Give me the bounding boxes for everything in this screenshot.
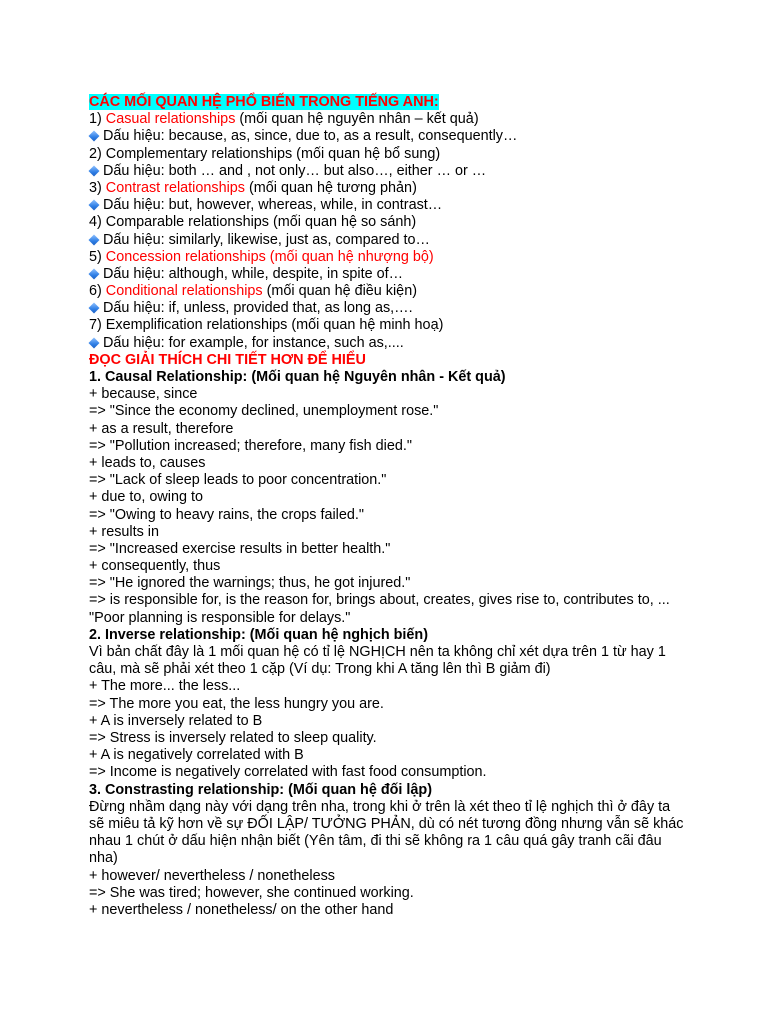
signal-words: Dấu hiệu: both … and , not only… but also…, either … or …: [103, 162, 487, 179]
signal-words: Dấu hiệu: if, unless, provided that, as long as,….: [103, 300, 413, 317]
diamond-bullet-icon: [88, 268, 99, 279]
section-3-body: [89, 868, 689, 920]
document-title: CÁC MỐI QUAN HỆ PHỔ BIẾN TRONG TIẾNG ANH:: [89, 94, 439, 110]
signal-words: Dấu hiệu: for example, for instance, such as,....: [103, 334, 404, 351]
list-number: 6): [89, 283, 102, 300]
list-item: [89, 146, 689, 163]
relationship-name: Contrast relationships: [105, 179, 245, 196]
body-line: + nevertheless / nonetheless/ on the other hand: [89, 901, 394, 918]
relationship-desc: (mối quan hệ tương phản): [244, 179, 417, 196]
list-item: [89, 317, 689, 334]
relationship-name: Concession relationships (mối quan hệ nhượng bộ): [105, 248, 434, 265]
signal-line: [89, 300, 689, 317]
body-line: => "Since the economy declined, unemployment rose.": [89, 403, 439, 420]
list-number: 7): [89, 317, 102, 334]
relationship-desc: (mối quan hệ điều kiện): [262, 283, 417, 300]
section-2-intro: Vì bản chất đây là 1 mối quan hệ có tỉ lệ NGHỊCH nên ta không chỉ xét dựa trên 1 từ hay 1 câu, mà sẽ phải xét theo 1 cặp (Ví dụ: Trong khi A tăng lên thì B giảm đi): [89, 644, 666, 678]
signal-line: [89, 335, 689, 352]
list-item: [89, 111, 689, 128]
body-line: + because, since: [89, 386, 198, 403]
list-item: [89, 214, 689, 231]
body-line: + however/ nevertheless / nonetheless: [89, 867, 335, 884]
body-line: => Stress is inversely related to sleep quality.: [89, 729, 377, 746]
diamond-bullet-icon: [88, 131, 99, 142]
relationship-name: Exemplification relationships: [105, 317, 288, 334]
body-line: => "Pollution increased; therefore, many fish died.": [89, 437, 412, 454]
diamond-bullet-icon: [88, 165, 99, 176]
body-line: => "Increased exercise results in better health.": [89, 540, 391, 557]
relationship-name: Conditional relationships: [105, 283, 263, 300]
relationship-name: Casual relationships: [105, 111, 236, 128]
body-line: => "He ignored the warnings; thus, he got injured.": [89, 575, 411, 592]
section-1-heading: 1. Causal Relationship: (Mối quan hệ Nguyên nhân - Kết quả): [89, 369, 506, 385]
section-1-body: [89, 386, 689, 627]
body-line: => The more you eat, the less hungry you are.: [89, 695, 384, 712]
relationship-name: Comparable relationships: [105, 214, 269, 231]
body-line: + as a result, therefore: [89, 420, 234, 437]
diamond-bullet-icon: [88, 200, 99, 211]
diamond-bullet-icon: [88, 303, 99, 314]
list-number: 5): [89, 248, 102, 265]
signal-words: Dấu hiệu: but, however, whereas, while, in contrast…: [103, 197, 443, 214]
body-line: "Poor planning is responsible for delays.": [89, 609, 351, 626]
diamond-bullet-icon: [88, 337, 99, 348]
relationship-desc: (mối quan hệ so sánh): [268, 214, 417, 231]
section-2-heading: 2. Inverse relationship: (Mối quan hệ nghịch biến): [89, 626, 429, 643]
relationship-name: Complementary relationships: [105, 145, 293, 162]
signal-line: [89, 197, 689, 214]
relationship-desc: (mối quan hệ nguyên nhân – kết quả): [235, 111, 479, 128]
section-2-body: [89, 678, 689, 781]
body-line: + The more... the less...: [89, 678, 241, 695]
body-line: + consequently, thus: [89, 558, 221, 575]
body-line: => "Lack of sleep leads to poor concentration.": [89, 472, 387, 489]
body-line: + A is inversely related to B: [89, 712, 263, 729]
list-item: [89, 283, 689, 300]
relationship-desc: (mối quan hệ bổ sung): [292, 145, 441, 162]
list-number: 2): [89, 145, 102, 162]
list-number: 1): [89, 111, 102, 128]
diamond-bullet-icon: [88, 234, 99, 245]
section-3-intro: Đừng nhầm dạng này với dạng trên nha, trong khi ở trên là xét theo tỉ lệ nghịch thì ở đây ta sẽ miêu tả kỹ hơn về sự ĐỐI LẬP/ TƯỞNG PHẢN, dù có nét tương đồng nhưng vẫn sẽ khác nhau 1 chút ở dấu hiện nhận biết (Yên tâm, đi thi sẽ không ra 1 câu quá gây tranh cãi đâu nha): [89, 798, 684, 867]
signal-words: Dấu hiệu: because, as, since, due to, as a result, consequently…: [103, 128, 518, 145]
list-number: 3): [89, 179, 102, 196]
body-line: => is responsible for, is the reason for, brings about, creates, gives rise to, contributes to, ...: [89, 592, 670, 609]
body-line: + leads to, causes: [89, 454, 206, 471]
body-line: + due to, owing to: [89, 489, 204, 506]
relationship-desc: (mối quan hệ minh hoạ): [287, 317, 444, 334]
body-line: => "Owing to heavy rains, the crops failed.": [89, 506, 364, 523]
signal-line: [89, 163, 689, 180]
list-item: [89, 249, 689, 266]
body-line: => She was tired; however, she continued working.: [89, 884, 414, 901]
signal-words: Dấu hiệu: similarly, likewise, just as, compared to…: [103, 231, 430, 248]
list-item: [89, 180, 689, 197]
body-line: + results in: [89, 523, 159, 540]
detail-heading: ĐỌC GIẢI THÍCH CHI TIẾT HƠN ĐỂ HIỂU: [89, 351, 366, 368]
document-title-line: [89, 94, 689, 111]
body-line: + A is negatively correlated with B: [89, 747, 304, 764]
signal-line: [89, 128, 689, 145]
list-number: 4): [89, 214, 102, 231]
document-page: [89, 94, 689, 919]
section-3-heading: 3. Constrasting relationship: (Mối quan hệ đối lập): [89, 781, 432, 798]
relationship-list: [89, 111, 689, 352]
signal-line: [89, 232, 689, 249]
signal-words: Dấu hiệu: although, while, despite, in spite of…: [103, 265, 403, 282]
body-line: => Income is negatively correlated with fast food consumption.: [89, 764, 487, 781]
signal-line: [89, 266, 689, 283]
